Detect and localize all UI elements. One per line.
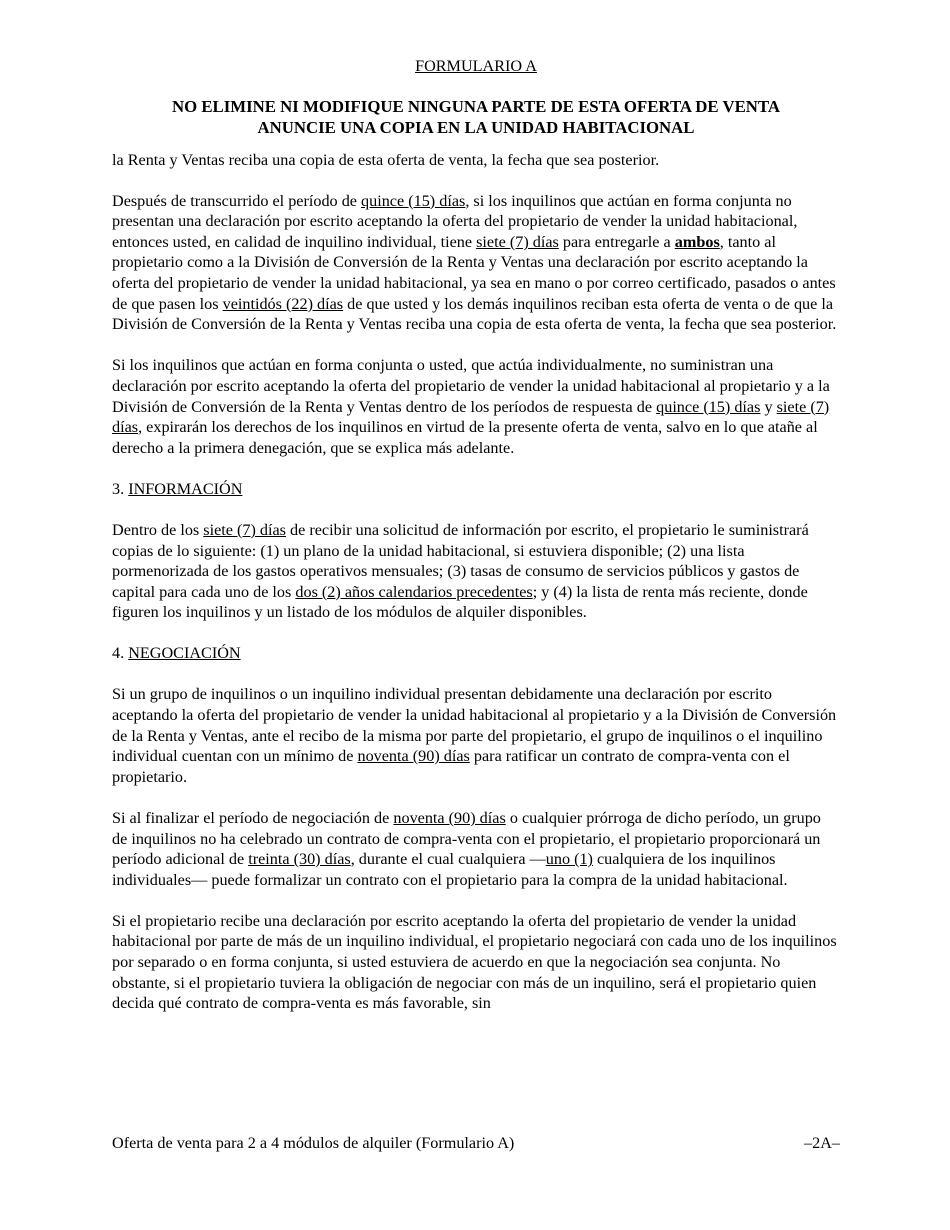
page-number: –2A–	[804, 1134, 840, 1152]
text: Si al finalizar el período de negociación de	[112, 808, 394, 827]
section-heading-negociacion	[112, 643, 840, 664]
section-title: NEGOCIACIÓN	[128, 644, 241, 663]
underlined-term: siete (7) días	[476, 232, 559, 251]
underlined-term: siete (7) días	[112, 397, 830, 437]
underlined-term: noventa (90) días	[393, 808, 506, 827]
underlined-term: quince (15) días	[656, 397, 761, 416]
text: de que usted y los demás inquilinos reciban esta oferta de venta o de que la División de Conversión de la Renta y Ventas reciba una copia de esta oferta de venta, la fecha que sea posterior.	[112, 294, 837, 334]
text: Si un grupo de inquilinos o un inquilino individual presentan debidamente una declaración por escrito aceptando la oferta del propietario de vender la unidad habitacional al propietario y a la División de Conversión de la Renta y Ventas, ante el recibo de la misma por parte del propietario, el grupo de inquilinos o el inquilino individual cuentan con un mínimo de	[112, 685, 837, 766]
warning-line-2: ANUNCIE UNA COPIA EN LA UNIDAD HABITACIONAL	[257, 117, 695, 137]
text: , tanto al propietario como a la División de Conversión de la Renta y Ventas una declaración por escrito aceptando la oferta del propietario de vender la unidad habitacional, ya sea en mano o por correo certificado, pasados o antes de que pasen los	[112, 232, 836, 313]
text: , si los inquilinos que actúan en forma conjunta no presentan una declaración por escrito aceptando la oferta del propietario de vender la unidad habitacional, entonces usted, en calidad de inquilino individual, tiene	[112, 191, 798, 251]
paragraph-7: Si el propietario recibe una declaración por escrito aceptando la oferta del propietario de vender la unidad habitacional por parte de más de un inquilino individual, el propietario negociará con cada uno de los inquilinos por separado o en forma conjunta, si usted estuviera de acuerdo en que la negociación sea conjunta. No obstante, si el propietario tuviera la obligación de negociar con más de un inquilino, será el propietario quien decida qué contrato de compra-venta es más favorable, sin	[112, 911, 837, 1013]
text: , durante el cual cualquiera —	[350, 850, 546, 869]
emphasized-term: ambos	[674, 232, 720, 251]
underlined-term: quince (15) días	[361, 191, 466, 210]
warning-line-1: NO ELIMINE NI MODIFIQUE NINGUNA PARTE DE ESTA OFERTA DE VENTA	[172, 96, 780, 116]
section-title: INFORMACIÓN	[128, 479, 243, 498]
paragraph-5	[112, 684, 840, 787]
underlined-term: siete (7) días	[203, 520, 286, 539]
paragraph-6	[112, 808, 840, 890]
text: para ratificar un contrato de compra-venta con el propietario.	[112, 747, 790, 786]
paragraph-1: la Renta y Ventas reciba una copia de esta oferta de venta, la fecha que sea posterior.	[112, 150, 660, 169]
form-title: FORMULARIO A	[415, 57, 537, 75]
page-content	[112, 56, 840, 1034]
warning-notice	[112, 96, 840, 138]
paragraph-3	[112, 355, 840, 458]
text: y	[760, 397, 777, 416]
underlined-term: noventa (90) días	[357, 747, 470, 766]
text: , expirarán los derechos de los inquilinos en virtud de la presente oferta de venta, salvo en lo que atañe al derecho a la primera denegación, que se explica más adelante.	[112, 418, 818, 457]
section-number: 3.	[112, 479, 129, 498]
text: de recibir una solicitud de información por escrito, el propietario le suministrará copias de lo siguiente: (1) un plano de la unidad habitacional, si estuviera disponible; (2) una lista pormenorizada de los gastos operativos mensuales; (3) tasas de consumo de servicios públicos y gastos de capital para cada uno de los	[112, 520, 809, 601]
paragraph-4	[112, 520, 840, 623]
paragraph-2	[112, 191, 840, 335]
underlined-term: dos (2) años calendarios precedentes	[295, 582, 533, 601]
text: ; y (4) la lista de renta más reciente, donde figuren los inquilinos y un listado de los módulos de alquiler disponibles.	[112, 582, 808, 622]
text: para entregarle a	[558, 232, 675, 251]
text: cualquiera de los inquilinos individuales— puede formalizar un contrato con el propietario para la compra de la unidad habitacional.	[112, 850, 788, 889]
section-heading-informacion	[112, 479, 840, 500]
section-number: 4.	[112, 644, 129, 663]
text: o cualquier prórroga de dicho período, un grupo de inquilinos no ha celebrado un contrato de compra-venta con el propietario, el propietario proporcionará un período adicional de	[112, 808, 821, 869]
underlined-term: veintidós (22) días	[222, 294, 344, 313]
underlined-term: uno (1)	[545, 850, 593, 869]
footer-document-title: Oferta de venta para 2 a 4 módulos de alquiler (Formulario A)	[112, 1134, 515, 1152]
text: Si los inquilinos que actúan en forma conjunta o usted, que actúa individualmente, no suministran una declaración por escrito aceptando la oferta del propietario de vender la unidad habitacional al propietario y a la División de Conversión de la Renta y Ventas dentro de los períodos de respuesta de	[112, 356, 830, 416]
underlined-term: treinta (30) días	[248, 850, 351, 869]
text: Después de transcurrido el período de	[112, 191, 362, 210]
text: Dentro de los	[112, 520, 204, 539]
